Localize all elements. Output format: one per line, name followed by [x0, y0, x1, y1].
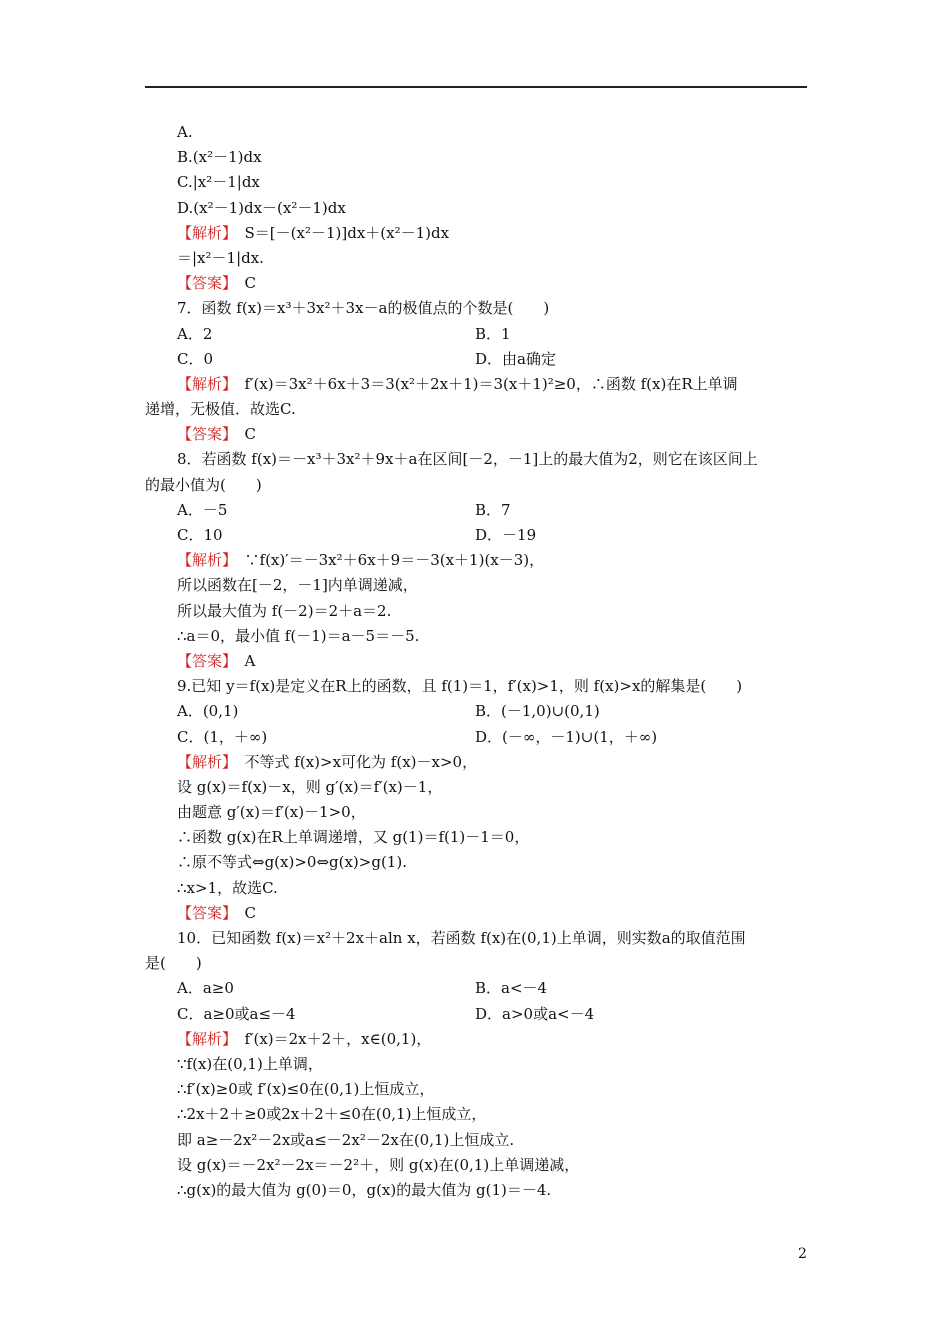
line-text: ∴原不等式⇔g(x)>0⇔g(x)>g(1). — [177, 853, 407, 872]
text-line — [145, 170, 807, 195]
option-left: A．a≥0 — [177, 979, 234, 998]
labeled-line — [145, 901, 807, 926]
line-text: B.(x²－1)dx — [177, 148, 262, 167]
text-line — [145, 120, 807, 145]
section-tag: 【答案】 — [177, 425, 230, 444]
option-left: C．0 — [177, 349, 214, 368]
text-line — [145, 473, 807, 498]
line-text: 8．若函数 f(x)＝－x³＋3x²＋9x＋a在区间[－2，－1]上的最大值为2，则它在该区间上 — [177, 450, 758, 469]
option-row — [145, 1002, 807, 1027]
text-line — [145, 246, 807, 271]
text-line — [145, 145, 807, 170]
option-left: C．(1，＋∞) — [177, 727, 268, 746]
line-text: 的最小值为( ) — [145, 475, 262, 494]
option-left: C．10 — [177, 526, 223, 544]
text-line — [145, 876, 807, 901]
text-line — [145, 825, 807, 850]
option-right: D．a>0或a<－4 — [475, 1004, 595, 1023]
line-text: 设 g(x)＝f(x)－x，则 g′(x)＝f′(x)－1， — [177, 777, 443, 796]
line-text: f′(x)＝2x＋2＋，x∈(0,1)， — [229, 1029, 432, 1048]
option-row — [145, 322, 807, 347]
option-right: B．(－1,0)∪(0,1) — [475, 702, 600, 721]
section-tag: 【答案】 — [177, 651, 230, 670]
text-line — [145, 447, 807, 472]
option-right: D．(－∞，－1)∪(1，＋∞) — [475, 727, 658, 746]
text-line — [145, 624, 807, 649]
line-text: ∴f′(x)≥0或 f′(x)≤0在(0,1)上恒成立， — [177, 1080, 435, 1099]
text-line — [145, 1052, 807, 1077]
text-line — [145, 1128, 807, 1153]
page-number: 2 — [798, 1246, 807, 1262]
line-text: ∴2x＋2＋≥0或2x＋2＋≤0在(0,1)上恒成立， — [177, 1105, 487, 1124]
line-text: S＝[－(x²－1)]dx＋(x²－1)dx — [229, 223, 450, 242]
text-line — [145, 1153, 807, 1178]
option-row — [145, 498, 807, 523]
text-line — [145, 1102, 807, 1127]
line-text: ＝|x²－1|dx. — [177, 248, 264, 267]
line-text: ∵f(x)′＝－3x²＋6x＋9＝－3(x＋1)(x－3)， — [229, 551, 545, 570]
text-line — [145, 1077, 807, 1102]
labeled-line — [145, 1027, 807, 1052]
line-text: ∴x>1，故选C. — [177, 878, 278, 897]
option-right: B．7 — [475, 500, 511, 519]
option-row — [145, 347, 807, 372]
option-row — [145, 699, 807, 724]
labeled-line — [145, 271, 807, 296]
section-tag: 【解析】 — [177, 374, 230, 393]
option-row — [145, 523, 807, 548]
labeled-line — [145, 548, 807, 573]
labeled-line — [145, 221, 807, 246]
text-line — [145, 850, 807, 875]
text-line — [145, 775, 807, 800]
text-line — [145, 800, 807, 825]
text-line — [145, 196, 807, 221]
line-text: ∴g(x)的最大值为 g(0)＝0，g(x)的最大值为 g(1)＝－4. — [177, 1180, 552, 1199]
text-line — [145, 674, 807, 699]
line-text: 由题意 g′(x)＝f′(x)－1>0， — [177, 803, 366, 822]
text-line — [145, 951, 807, 976]
text-line — [145, 599, 807, 624]
line-text: A — [229, 651, 256, 670]
line-text: D.(x²－1)dx－(x²－1)dx — [177, 198, 346, 217]
section-tag: 【答案】 — [177, 274, 230, 293]
option-row — [145, 976, 807, 1001]
option-left: C．a≥0或a≤－4 — [177, 1004, 296, 1023]
line-text: 设 g(x)＝－2x²－2x＝－2²＋，则 g(x)在(0,1)上单调递减， — [177, 1155, 580, 1174]
header-rule — [145, 86, 807, 88]
line-text: f′(x)＝3x²＋6x＋3＝3(x²＋2x＋1)＝3(x＋1)²≥0，∴函数 f(x)在R上单调 — [229, 374, 738, 393]
labeled-line — [145, 750, 807, 775]
line-text: 所以函数在[－2，－1]内单调递减， — [177, 576, 418, 595]
line-text: 所以最大值为 f(－2)＝2＋a＝2. — [177, 601, 392, 620]
labeled-line — [145, 422, 807, 447]
line-text: 9.已知 y＝f(x)是定义在R上的函数，且 f(1)＝1，f′(x)>1，则 f(x)>x的解集是( ) — [177, 677, 743, 696]
line-text: C — [229, 903, 256, 922]
option-right: D．由a确定 — [475, 349, 556, 368]
option-row — [145, 725, 807, 750]
labeled-line — [145, 649, 807, 674]
section-tag: 【解析】 — [177, 551, 230, 570]
document-body — [145, 120, 807, 1203]
text-line — [145, 296, 807, 321]
option-left: A．2 — [177, 324, 213, 343]
line-text: 即 a≥－2x²－2x或a≤－2x²－2x在(0,1)上恒成立. — [177, 1130, 515, 1149]
text-line — [145, 1178, 807, 1203]
line-text: 7．函数 f(x)＝x³＋3x²＋3x－a的极值点的个数是( ) — [177, 299, 550, 318]
section-tag: 【解析】 — [177, 1029, 230, 1048]
option-right: D．－19 — [475, 526, 537, 544]
line-text: 是( ) — [145, 954, 202, 973]
line-text: 10．已知函数 f(x)＝x²＋2x＋aln x，若函数 f(x)在(0,1)上单调，则实数a的取值范围 — [177, 929, 746, 947]
labeled-line — [145, 372, 807, 397]
line-text: ∴a＝0，最小值 f(－1)＝a－5＝－5. — [177, 626, 420, 645]
section-tag: 【解析】 — [177, 752, 230, 771]
line-text: 递增，无极值．故选C. — [145, 400, 296, 419]
line-text: C — [229, 425, 256, 444]
line-text: ∵f(x)在(0,1)上单调， — [177, 1054, 323, 1073]
line-text: ∴函数 g(x)在R上单调递增，又 g(1)＝f(1)－1＝0， — [177, 828, 530, 847]
option-right: B．a<－4 — [475, 979, 548, 998]
text-line — [145, 926, 807, 951]
option-left: A．－5 — [177, 500, 228, 519]
text-line — [145, 573, 807, 598]
line-text: C.|x²－1|dx — [177, 173, 260, 192]
line-text: A. — [177, 123, 193, 141]
line-text: 不等式 f(x)>x可化为 f(x)－x>0， — [229, 752, 478, 771]
section-tag: 【答案】 — [177, 903, 230, 922]
text-line — [145, 397, 807, 422]
line-text: C — [229, 274, 256, 293]
section-tag: 【解析】 — [177, 223, 230, 242]
option-left: A．(0,1) — [177, 702, 239, 721]
option-right: B．1 — [475, 324, 511, 343]
